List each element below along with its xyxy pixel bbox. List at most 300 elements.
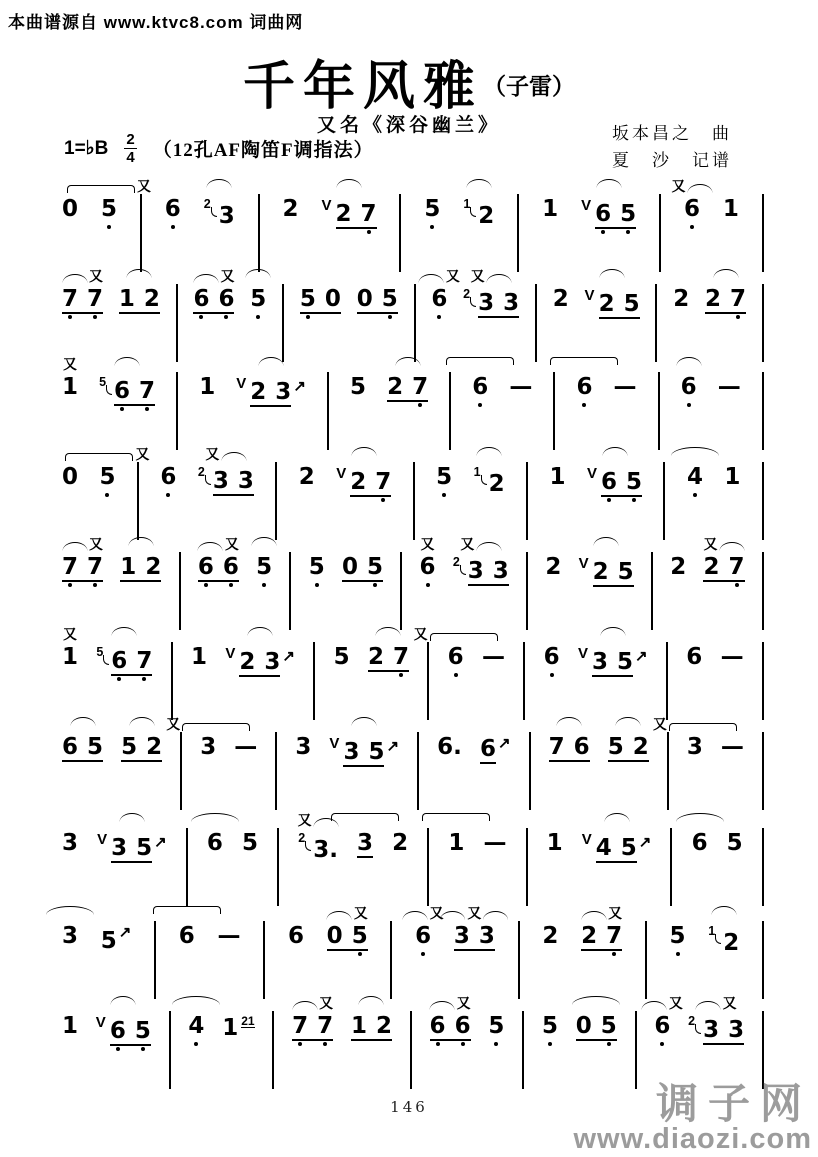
- barline: [667, 732, 669, 810]
- slur-arc-icon: [352, 717, 377, 726]
- articulation-marks: [115, 357, 140, 366]
- note-group: [327, 925, 368, 951]
- barline: [400, 552, 402, 630]
- note-token: [62, 736, 103, 762]
- note-group: [553, 288, 569, 311]
- fingering-instruction: （12孔AF陶笛F调指法）: [152, 140, 374, 161]
- octave-dot-icon: [373, 583, 377, 587]
- note-token: [326, 905, 368, 951]
- articulation-marks: [359, 996, 384, 1005]
- music-line: [62, 176, 764, 276]
- you-mark: 又: [353, 905, 368, 921]
- articulation-marks: [704, 537, 745, 551]
- barline: [666, 642, 668, 720]
- note-digit: —: [234, 734, 258, 760]
- articulation-marks: [696, 996, 737, 1010]
- note-group: [424, 198, 440, 221]
- note-group: [198, 556, 239, 582]
- note-token: [578, 646, 648, 677]
- note-group: [101, 930, 117, 953]
- slur-arc-icon: [616, 717, 641, 726]
- note-digit: 2: [143, 286, 160, 312]
- note-token: [472, 376, 488, 399]
- slur-arc-icon: [713, 269, 738, 278]
- articulation-marks: [337, 179, 362, 188]
- note-digit: 6: [681, 376, 697, 399]
- articulation-marks: [600, 269, 625, 278]
- grace-note: 5: [99, 375, 107, 389]
- note-group: [480, 738, 496, 764]
- note-token: [179, 925, 195, 948]
- note-token: [413, 626, 464, 670]
- note-group: [351, 1015, 392, 1041]
- note-digit: 6: [430, 1015, 446, 1038]
- note-group: [687, 736, 703, 759]
- note-digit: 6: [111, 650, 127, 673]
- breath-mark: V: [336, 465, 347, 482]
- note-digit: 5: [620, 835, 637, 861]
- note-token: [62, 536, 104, 582]
- note-digit: 1: [62, 644, 79, 670]
- note-digit: 5: [367, 556, 383, 579]
- octave-dot-icon: [315, 583, 319, 587]
- slur-arc-icon: [572, 996, 620, 1005]
- octave-dot-icon: [676, 952, 680, 956]
- articulation-marks: [616, 717, 641, 726]
- barline: [762, 921, 764, 999]
- articulation-marks: [414, 627, 498, 641]
- note-digit: 5: [135, 1020, 151, 1043]
- note-digit: 5: [333, 644, 350, 670]
- note-token: [681, 376, 697, 399]
- note-token: [97, 832, 167, 863]
- note-group: [576, 376, 592, 399]
- barline: [258, 194, 260, 272]
- note-token: [62, 466, 78, 489]
- note-token: [581, 905, 623, 951]
- articulation-marks: [671, 447, 719, 456]
- note-digit: 6: [686, 644, 703, 670]
- note-token: [62, 626, 79, 670]
- note-token: [197, 536, 239, 582]
- note-group: [191, 646, 207, 669]
- note-digit: 0: [62, 464, 79, 490]
- note-token: [448, 832, 464, 855]
- note-digit: 3: [200, 734, 217, 760]
- note-group: [62, 466, 78, 489]
- slur-arc-icon: [191, 813, 239, 822]
- note-group: [420, 556, 436, 579]
- grace-note: 2: [463, 287, 471, 301]
- articulation-marks: [550, 357, 618, 365]
- note-digit: 5: [121, 734, 138, 760]
- note-digit: 2: [375, 1013, 392, 1039]
- note-group: [299, 466, 315, 489]
- note-group: [718, 376, 741, 399]
- note-group: [727, 832, 743, 855]
- barline: [670, 828, 672, 906]
- note-digit: 6: [448, 646, 464, 669]
- slur-arc-icon: [337, 179, 362, 188]
- music-line: [62, 354, 764, 454]
- note-group: [721, 646, 744, 669]
- note-token: [300, 288, 341, 314]
- barline: [176, 284, 178, 362]
- note-token: [553, 288, 569, 311]
- note-group: [509, 376, 532, 399]
- you-mark: 又: [460, 536, 475, 552]
- note-digit: 3: [467, 557, 484, 584]
- note-group: [188, 1015, 204, 1038]
- breath-mark: V: [577, 645, 588, 662]
- octave-dot-icon: [632, 498, 636, 502]
- note-token: [62, 925, 78, 948]
- note-digit: 6: [415, 925, 431, 948]
- slur-arc-icon: [111, 996, 136, 1005]
- note-digit: 5: [670, 925, 686, 948]
- slur-arc-icon: [128, 537, 153, 546]
- tie-line-icon: [153, 906, 221, 914]
- grace-note: 21: [241, 1014, 255, 1028]
- articulation-marks: [112, 627, 137, 636]
- grace-note: 1: [463, 197, 471, 211]
- articulation-marks: [327, 906, 368, 920]
- note-digit: 7: [139, 380, 155, 403]
- note-digit: 3: [295, 734, 312, 760]
- note-digit: 6: [472, 376, 488, 399]
- note-group: [723, 929, 740, 956]
- articulation-marks: [259, 357, 284, 366]
- note-digit: 3: [212, 467, 229, 494]
- note-token: [165, 198, 181, 221]
- slur-arc-icon: [115, 357, 140, 366]
- slur-arc-icon: [327, 911, 352, 920]
- note-group: [283, 198, 299, 221]
- note-digit: 7: [412, 376, 428, 399]
- note-digit: 6: [165, 198, 181, 221]
- breath-mark: V: [586, 465, 597, 482]
- barline: [523, 642, 525, 720]
- note-token: [62, 198, 78, 221]
- barline: [762, 284, 764, 362]
- octave-dot-icon: [120, 407, 124, 411]
- note-group: [436, 466, 452, 489]
- note-token: [188, 1015, 204, 1038]
- note-digit: 1: [120, 554, 137, 580]
- note-token: [99, 446, 150, 490]
- articulation-marks: [642, 996, 683, 1010]
- note-token: [670, 556, 686, 579]
- note-token: [222, 1015, 254, 1040]
- articulation-marks: [471, 269, 512, 283]
- note-digit: 7: [87, 288, 103, 311]
- note-digit: 5: [617, 559, 634, 585]
- note-token: [708, 925, 739, 955]
- note-digit: 7: [62, 288, 78, 311]
- note-group: [234, 736, 257, 759]
- octave-dot-icon: [381, 498, 385, 502]
- grace-hook-icon: [106, 385, 112, 395]
- note-digit: 5: [424, 198, 440, 221]
- note-digit: 1: [722, 196, 739, 222]
- note-digit: 5: [256, 556, 272, 579]
- note-digit: 2: [367, 644, 384, 670]
- you-mark: 又: [420, 536, 435, 552]
- note-digit: 6: [160, 466, 176, 489]
- note-token: [160, 466, 176, 489]
- octave-dot-icon: [298, 1042, 302, 1046]
- octave-dot-icon: [388, 315, 392, 319]
- note-group: [120, 556, 161, 582]
- tie-line-icon: [422, 813, 490, 821]
- note-digit: 0: [341, 554, 358, 580]
- slur-arc-icon: [642, 1001, 667, 1010]
- note-digit: 7: [730, 288, 746, 311]
- barline: [659, 194, 661, 272]
- note-group: [454, 925, 495, 951]
- barline: [413, 462, 415, 540]
- barline: [553, 372, 555, 450]
- note-digit: 2: [239, 649, 256, 675]
- music-line: [62, 810, 764, 910]
- articulation-marks: [395, 357, 420, 366]
- note-token: [483, 832, 506, 855]
- slur-arc-icon: [46, 906, 94, 915]
- note-token: [392, 832, 408, 855]
- note-group: [705, 288, 746, 314]
- slur-arc-icon: [292, 1001, 317, 1010]
- note-group: [595, 203, 636, 229]
- note-token: [509, 376, 532, 399]
- note-token: [292, 995, 334, 1041]
- glide-arrow-icon: ↗: [638, 834, 652, 851]
- note-token: [671, 178, 700, 222]
- breath-mark: V: [581, 831, 592, 848]
- grace-hook-icon: [205, 475, 211, 485]
- barline: [762, 732, 764, 810]
- slur-arc-icon: [600, 627, 625, 636]
- octave-dot-icon: [306, 315, 310, 319]
- breath-mark: V: [578, 555, 589, 572]
- note-digit: 5: [368, 739, 385, 765]
- music-line: [62, 624, 764, 724]
- breath-mark: V: [225, 645, 236, 662]
- note-digit: 7: [292, 1015, 308, 1038]
- slur-arc-icon: [477, 447, 502, 456]
- barline: [762, 552, 764, 630]
- note-digit: 5: [726, 830, 743, 856]
- note-digit: 5: [250, 288, 266, 311]
- slur-arc-icon: [259, 357, 284, 366]
- note-group: [601, 471, 642, 497]
- octave-dot-icon: [166, 493, 170, 497]
- note-token: [474, 466, 505, 496]
- barline: [762, 642, 764, 720]
- note-token: [547, 832, 563, 855]
- credits-block: [612, 120, 732, 174]
- barline: [327, 372, 329, 450]
- note-token: [234, 736, 257, 759]
- note-digit: 2: [723, 929, 740, 956]
- note-group: [62, 736, 103, 762]
- articulation-marks: [572, 996, 620, 1005]
- octave-dot-icon: [171, 225, 175, 229]
- note-token: [429, 995, 471, 1041]
- octave-dot-icon: [116, 1047, 120, 1051]
- octave-dot-icon: [626, 230, 630, 234]
- barline: [275, 462, 277, 540]
- breath-mark: V: [329, 735, 340, 752]
- you-mark: 又: [467, 905, 482, 921]
- title-subname: （子雷）: [483, 74, 575, 99]
- note-group: [670, 925, 686, 948]
- note-token: [542, 925, 558, 948]
- breath-mark: V: [95, 1014, 106, 1031]
- note-token: [62, 356, 79, 400]
- note-token: [686, 646, 702, 669]
- page-number: 146: [390, 1098, 428, 1116]
- note-token: [718, 376, 741, 399]
- articulation-marks: [351, 447, 376, 456]
- barline: [762, 462, 764, 540]
- note-digit: 5: [350, 374, 367, 400]
- articulation-marks: [600, 627, 625, 636]
- note-group: [608, 736, 649, 762]
- note-digit: 2: [703, 554, 720, 580]
- note-digit: —: [217, 923, 241, 949]
- note-token: [480, 736, 511, 764]
- note-token: [120, 556, 161, 582]
- note-token: [342, 556, 383, 582]
- grace-note: 2: [203, 197, 211, 211]
- note-token: [100, 178, 151, 222]
- note-digit: 2: [673, 286, 690, 312]
- barline: [427, 642, 429, 720]
- octave-dot-icon: [105, 493, 109, 497]
- note-token: [687, 466, 703, 489]
- note-token: [545, 556, 561, 579]
- note-digit: —: [481, 644, 505, 670]
- note-group: [239, 651, 280, 677]
- note-digit: 0: [62, 196, 79, 222]
- articulation-marks: [248, 627, 273, 636]
- music-line: [62, 903, 764, 1003]
- note-digit: 2: [250, 379, 267, 405]
- slur-arc-icon: [70, 717, 95, 726]
- you-mark: 又: [63, 626, 77, 642]
- octave-dot-icon: [690, 225, 694, 229]
- barline: [390, 921, 392, 999]
- note-token: [431, 268, 460, 312]
- note-digit: 3: [703, 1016, 720, 1043]
- articulation-marks: [46, 906, 94, 915]
- note-digit: 6: [691, 830, 708, 856]
- grace-hook-icon: [103, 655, 109, 665]
- articulation-marks: [581, 906, 622, 920]
- octave-dot-icon: [693, 493, 697, 497]
- note-group: [472, 376, 488, 399]
- note-digit: 7: [62, 556, 78, 579]
- note-token: [579, 556, 634, 587]
- articulation-marks: [671, 179, 712, 193]
- music-line: [62, 534, 764, 634]
- articulation-marks: [207, 179, 232, 188]
- note-token: [576, 1015, 617, 1041]
- note-digit: 7: [375, 471, 391, 494]
- note-digit: 6: [576, 376, 592, 399]
- octave-dot-icon: [141, 1047, 145, 1051]
- barline: [762, 372, 764, 450]
- octave-dot-icon: [323, 1042, 327, 1046]
- note-group: [62, 1015, 78, 1038]
- tie-line-icon: [331, 813, 399, 821]
- you-mark: 又: [703, 536, 718, 552]
- note-group: [721, 736, 744, 759]
- note-digit: 1: [448, 830, 465, 856]
- note-token: [207, 832, 223, 855]
- articulation-marks: [128, 537, 153, 546]
- note-group: [62, 376, 78, 399]
- composer-credit: 坂本昌之 曲: [612, 124, 732, 143]
- note-group: [692, 832, 708, 855]
- note-digit: 6: [62, 734, 79, 760]
- note-digit: 6: [206, 830, 223, 856]
- you-mark: 又: [470, 268, 485, 284]
- source-header: 本曲谱源自 www.ktvc8.com 词曲网: [8, 13, 304, 32]
- note-digit: 3: [728, 1016, 745, 1043]
- tie-line-icon: [67, 185, 135, 193]
- note-group: [431, 288, 447, 311]
- barline: [140, 194, 142, 272]
- octave-dot-icon: [194, 1042, 198, 1046]
- note-token: [652, 716, 703, 760]
- barline: [180, 732, 182, 810]
- you-mark: 又: [205, 446, 220, 462]
- slur-arc-icon: [711, 906, 736, 915]
- note-token: [582, 832, 652, 863]
- slur-arc-icon: [440, 911, 465, 920]
- note-group: [114, 377, 156, 406]
- articulation-marks: [421, 537, 435, 551]
- octave-dot-icon: [548, 1042, 552, 1046]
- you-mark: 又: [429, 905, 444, 921]
- note-digit: 6: [455, 1015, 471, 1038]
- grace-hook-icon: [695, 1024, 701, 1034]
- octave-dot-icon: [421, 952, 425, 956]
- grace-note: 2: [688, 1014, 696, 1028]
- note-digit: 0: [575, 1013, 592, 1039]
- music-line: [62, 266, 764, 366]
- note-digit: 6: [193, 288, 209, 311]
- grace-hook-icon: [481, 475, 487, 485]
- music-line: [62, 714, 764, 814]
- note-token: [204, 198, 235, 228]
- note-group: [250, 381, 291, 407]
- note-token: [193, 268, 235, 314]
- slur-arc-icon: [252, 537, 277, 546]
- octave-dot-icon: [224, 315, 228, 319]
- barline: [651, 552, 653, 630]
- note-group: [256, 556, 272, 579]
- barline: [263, 921, 265, 999]
- note-token: [256, 556, 272, 579]
- grace-note: 1: [473, 465, 481, 479]
- octave-dot-icon: [437, 315, 441, 319]
- note-token: [482, 646, 505, 669]
- note-token: [419, 536, 436, 580]
- note-group: [592, 651, 633, 677]
- note-group: [292, 1015, 333, 1041]
